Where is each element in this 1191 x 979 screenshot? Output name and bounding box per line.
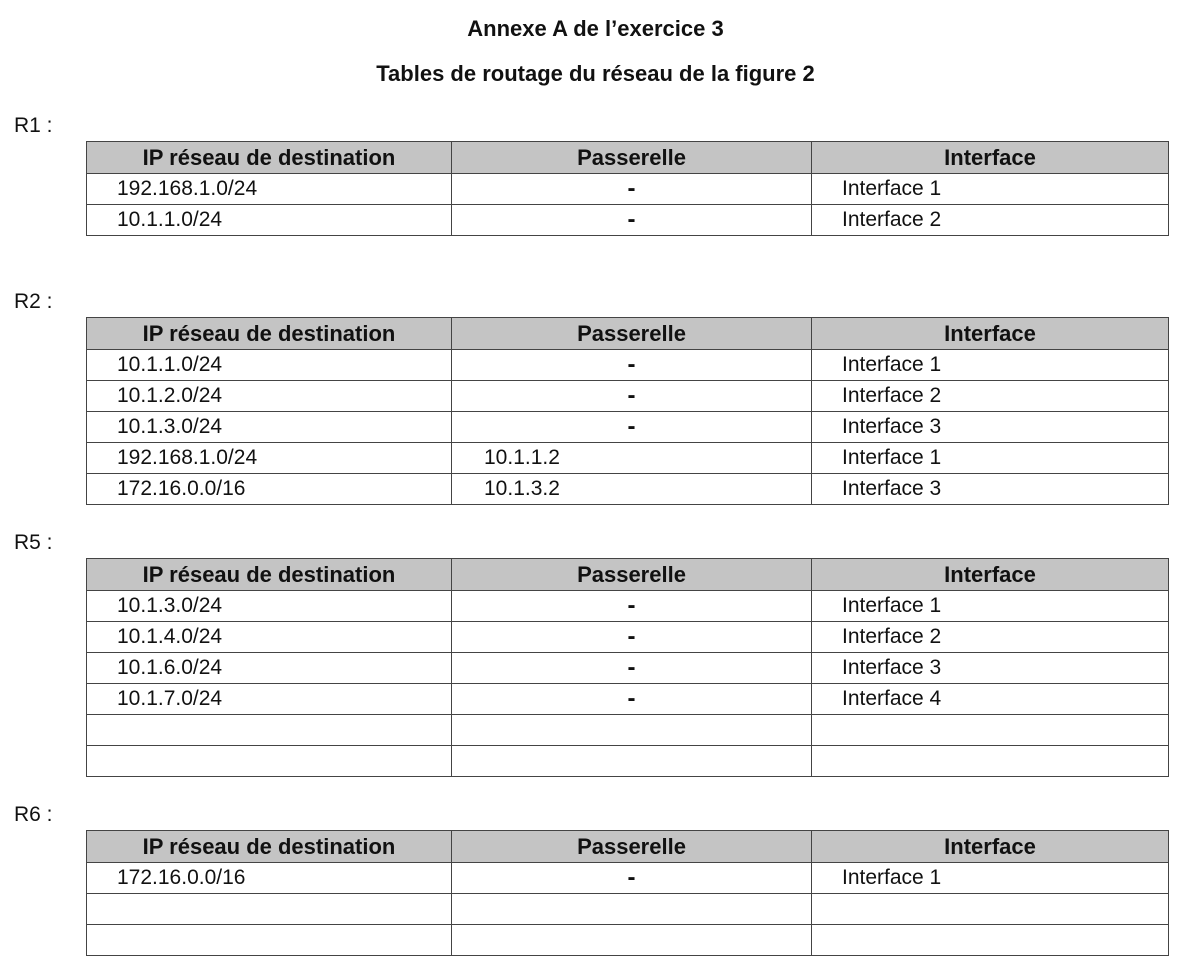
cell-destination	[87, 925, 452, 956]
cell-gateway: -	[452, 863, 812, 894]
cell-gateway: -	[452, 174, 812, 205]
cell-gateway: -	[452, 622, 812, 653]
page-subtitle: Tables de routage du réseau de la figure 2	[376, 61, 815, 86]
table-row	[87, 622, 1169, 653]
column-header-interface: Interface	[812, 831, 1169, 863]
cell-gateway: -	[452, 350, 812, 381]
cell-destination: 10.1.3.0/24	[87, 412, 452, 443]
cell-gateway: 10.1.3.2	[452, 474, 812, 505]
cell-gateway: -	[452, 591, 812, 622]
cell-gateway: -	[452, 205, 812, 236]
cell-interface: Interface 1	[812, 591, 1169, 622]
table-row	[87, 684, 1169, 715]
table-row	[87, 205, 1169, 236]
table-row	[87, 174, 1169, 205]
routing-table-r2	[86, 317, 1169, 505]
cell-interface: Interface 2	[812, 622, 1169, 653]
table-header-row	[87, 318, 1169, 350]
table-row	[87, 350, 1169, 381]
router-label-r5: R5 :	[14, 531, 53, 554]
cell-destination: 10.1.1.0/24	[87, 350, 452, 381]
column-header-gateway: Passerelle	[452, 142, 812, 174]
routing-table-r6	[86, 830, 1169, 956]
table-row	[87, 443, 1169, 474]
routing-table-r5	[86, 558, 1169, 777]
column-header-destination: IP réseau de destination	[87, 142, 452, 174]
column-header-gateway: Passerelle	[452, 831, 812, 863]
router-label-r6: R6 :	[14, 803, 53, 826]
column-header-gateway: Passerelle	[452, 318, 812, 350]
cell-destination: 10.1.1.0/24	[87, 205, 452, 236]
cell-interface	[812, 715, 1169, 746]
table-row	[87, 863, 1169, 894]
cell-gateway: -	[452, 653, 812, 684]
cell-destination: 10.1.3.0/24	[87, 591, 452, 622]
cell-gateway	[452, 925, 812, 956]
cell-destination: 10.1.2.0/24	[87, 381, 452, 412]
cell-destination: 192.168.1.0/24	[87, 174, 452, 205]
cell-interface: Interface 2	[812, 205, 1169, 236]
cell-interface: Interface 4	[812, 684, 1169, 715]
table-row	[87, 381, 1169, 412]
column-header-destination: IP réseau de destination	[87, 559, 452, 591]
cell-destination	[87, 715, 452, 746]
cell-destination: 10.1.4.0/24	[87, 622, 452, 653]
cell-gateway	[452, 746, 812, 777]
table-row-empty	[87, 894, 1169, 925]
cell-interface: Interface 2	[812, 381, 1169, 412]
table-row-empty	[87, 746, 1169, 777]
router-label-r1: R1 :	[14, 114, 53, 137]
table-header-row	[87, 559, 1169, 591]
cell-gateway: -	[452, 412, 812, 443]
table-header-row	[87, 831, 1169, 863]
cell-destination: 10.1.6.0/24	[87, 653, 452, 684]
cell-interface: Interface 3	[812, 474, 1169, 505]
router-label-r2: R2 :	[14, 290, 53, 313]
table-row	[87, 653, 1169, 684]
column-header-gateway: Passerelle	[452, 559, 812, 591]
cell-destination: 10.1.7.0/24	[87, 684, 452, 715]
column-header-destination: IP réseau de destination	[87, 318, 452, 350]
table-row-empty	[87, 715, 1169, 746]
cell-interface: Interface 1	[812, 443, 1169, 474]
cell-interface	[812, 925, 1169, 956]
table-row	[87, 474, 1169, 505]
column-header-interface: Interface	[812, 559, 1169, 591]
table-row	[87, 591, 1169, 622]
column-header-destination: IP réseau de destination	[87, 831, 452, 863]
cell-destination	[87, 894, 452, 925]
cell-interface	[812, 746, 1169, 777]
cell-destination: 172.16.0.0/16	[87, 863, 452, 894]
cell-destination	[87, 746, 452, 777]
cell-destination: 192.168.1.0/24	[87, 443, 452, 474]
table-row-empty	[87, 925, 1169, 956]
cell-interface: Interface 1	[812, 350, 1169, 381]
column-header-interface: Interface	[812, 142, 1169, 174]
cell-gateway	[452, 715, 812, 746]
cell-gateway: -	[452, 381, 812, 412]
cell-gateway	[452, 894, 812, 925]
cell-gateway: 10.1.1.2	[452, 443, 812, 474]
column-header-interface: Interface	[812, 318, 1169, 350]
routing-table-r1	[86, 141, 1169, 236]
cell-interface: Interface 1	[812, 174, 1169, 205]
page-title: Annexe A de l’exercice 3	[467, 16, 724, 41]
table-header-row	[87, 142, 1169, 174]
table-row	[87, 412, 1169, 443]
cell-interface: Interface 1	[812, 863, 1169, 894]
cell-interface: Interface 3	[812, 412, 1169, 443]
cell-interface: Interface 3	[812, 653, 1169, 684]
cell-gateway: -	[452, 684, 812, 715]
cell-interface	[812, 894, 1169, 925]
cell-destination: 172.16.0.0/16	[87, 474, 452, 505]
